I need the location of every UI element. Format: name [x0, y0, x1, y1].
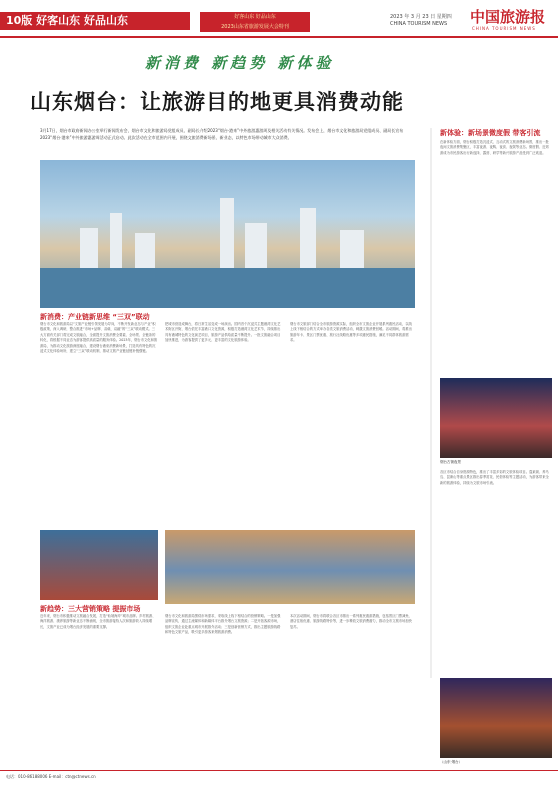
- building-shape: [135, 233, 155, 268]
- article-column-5: 烟台市文化和旅游局围绕市场需求，采取线上线下相结合的营销策略。一是加强品牌宣传，通过主流媒体和新媒体平台推介烟台文旅资源；二是开拓客源市场，组织文旅企业赴重点城市开展推介活动；三是创新营销方式，推出主题旅游线路和特色文旅产品，吸引更多游客来烟旅游消费。: [165, 614, 281, 635]
- article-column-1: 烟台市文化和旅游局以“文旅产业链引领发展为导向，不断开发新业态与产业”积极政策，深入调研，整合推进“市场+品牌、双载、双融”的“三双”联动模式。三大方面有关部门将完成文旅融合，全面提升文旅消费全要素、全场景、全链条的转化，将根据不同业态为游客提供高质量的服务体验。2023年，烟台市文化和旅游局，为推动文化旅游深度融合，建设烟台港来消费新场景，打造具有特色的沉浸式文化体验场所，建立“三双”联动机制，推动文旅产业链延链补链强链。: [40, 322, 158, 354]
- article-column-7: 在新体验方面，烟台积极打造沉浸式、互动式的文旅消费新场景，推出一批夜间文旅消费集聚区，丰富夜游、夜购、夜食、夜娱等业态。微度假、近郊游成为市民游客出行新选择，露营、研学等新兴旅游产品受到广泛欢迎。: [440, 140, 549, 155]
- issue-date: [390, 14, 452, 28]
- resort-photo: [165, 530, 415, 604]
- photo-caption-2: （山东·烟台）: [440, 760, 463, 764]
- article-column-4: 近年来，烟台市积极推动文旅融合发展，打造“仙境海岸”城市品牌。乡村旅游、海洋旅游、康养旅游等新业态不断涌现，全市旅游接待人次和旅游收入持续增长，文旅产业已成为烟台经济发展的重要支撑。: [40, 614, 156, 629]
- article-column-3: 烟台市文旅部门结合全市旅游资源实际，组织全市文旅企业开展系列惠民活动，以线上线下相结合的方式举办各类文旅消费活动，刺激文旅消费回暖。活动期间，将推出旅游年卡、景区门票优惠、旅行社线路优惠等多项惠民措施，满足不同群体旅游需求。: [290, 322, 412, 343]
- banner-line1: 好客山东 好品山东: [234, 14, 276, 20]
- article-column-8: 各区市结合自身资源特色，推出了丰富多彩的文旅体验项目。蓬莱阁、养马岛、昆嵛山等重点景区推出春季赏花、民俗体验等主题活动，为游客带来全新的旅游体验，持续为文旅市场引流。: [440, 470, 549, 485]
- lead-paragraph: 3月17日，烟台市政府新闻办公室举行新闻发布会，烟台市文化和旅游局党组成员、副局长介绍2023“烟台·港来”中外旅游惠游周及相关活动有关情况。发布会上，烟台市文化和旅游局党组成员、副局长宣布2023“烟台·港来”中外旅游惠游周活动正式启动。此次活动在全市范围内开展，围绕文旅消费新场景、新业态，以特色市场带动城市大众消费。: [40, 128, 404, 140]
- page-header: [0, 0, 558, 40]
- night-market-photo: [440, 378, 552, 458]
- hero-photo-harbor: [40, 160, 415, 308]
- building-shape: [245, 223, 267, 268]
- performance-photo: [440, 678, 552, 758]
- building-shape: [110, 213, 122, 268]
- footer-contact: 电话：010-86188006 E-mail：ctn@ctnews.cn: [6, 774, 96, 779]
- article-column-2: 把城市营造成舞台，将日常生活变成一场演出。国内首个沉浸式主题港湾文化艺术街区开街，烟台依托丰富港口文化资源，积极打造港湾文化艺术节，持续推出具有港城特色的文化演艺项目，旅游产品供给质量不断提升。一批文旅融合项目加快推进，为游客提供了更多元、更丰富的文化旅游体验。: [165, 322, 281, 343]
- section-title-trend: 新趋势：三大营销策略 提振市场: [40, 605, 141, 613]
- special-banner: [200, 12, 310, 32]
- newspaper-logo: 中国旅游报: [470, 8, 546, 26]
- header-divider: [0, 36, 558, 38]
- sea-area: [40, 268, 415, 308]
- building-shape: [340, 230, 364, 268]
- edition-tab: 10版 好客山东 好品山东: [0, 12, 190, 30]
- building-shape: [300, 208, 316, 268]
- section-title-consumption: 新消费：产业链新思维 “三双”联动: [40, 313, 150, 321]
- newspaper-logo-subtitle: CHINA TOURISM NEWS: [472, 26, 536, 31]
- banner-line2: 2023山东省旅游发展大会特刊: [221, 24, 289, 30]
- street-photo: [40, 530, 158, 600]
- page-title: 山东烟台：让旅游目的地更具消费动能: [30, 89, 404, 114]
- photo-caption: 烟台古街夜景: [440, 460, 461, 464]
- section-title-experience: 新体验：新场景微度假 带客引流: [440, 129, 541, 137]
- slogan: 新消费 新趋势 新体验: [145, 54, 335, 72]
- page-footer: [0, 770, 558, 785]
- column-divider: [430, 128, 432, 678]
- date-line1: 2023 年 3 月 23 日 星期四: [390, 14, 452, 20]
- date-line2: CHINA TOURISM NEWS: [390, 21, 448, 27]
- building-shape: [220, 198, 234, 268]
- building-shape: [80, 228, 98, 268]
- article-column-6: 本次活动期间，烟台市将联合各区市推出一系列惠民惠游措施，包括景区门票减免、酒店住宿优惠、旅游线路特价等，进一步释放文旅消费潜力，推动全市文旅市场加快复苏。: [290, 614, 412, 629]
